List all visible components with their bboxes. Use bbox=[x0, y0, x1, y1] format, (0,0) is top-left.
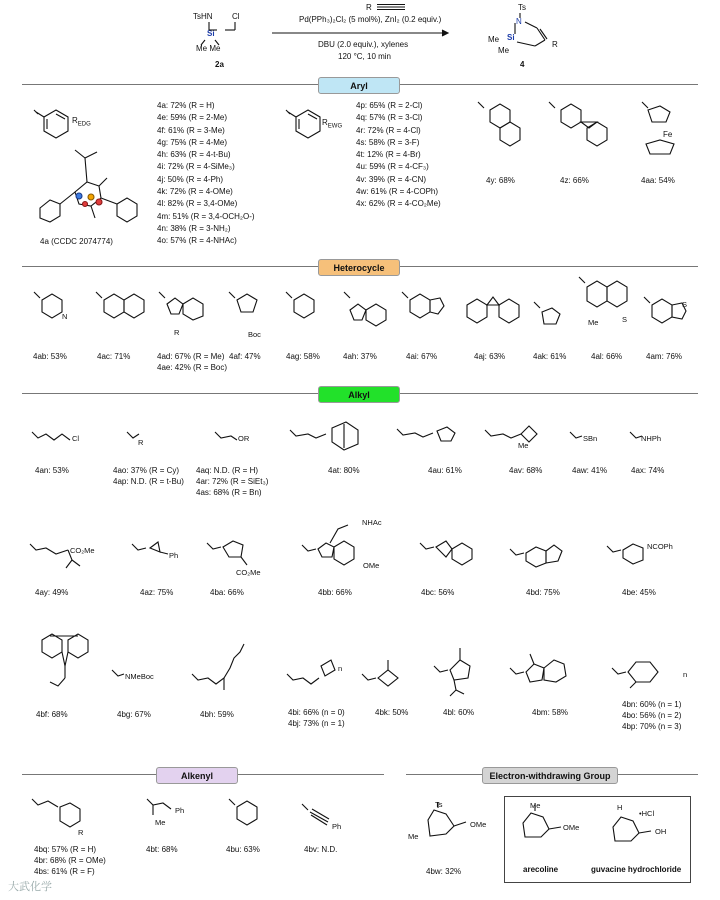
caption-4bd: 4bd: 75% bbox=[526, 588, 560, 597]
structure-4bk bbox=[360, 640, 420, 700]
structure-4aj bbox=[455, 285, 525, 345]
structure-4av bbox=[483, 418, 553, 458]
structure-4bc bbox=[418, 535, 478, 585]
yield-4v: 4v: 39% (R = 4-CN) bbox=[356, 174, 427, 184]
reaction-arrow bbox=[272, 29, 452, 37]
yield-4k: 4k: 72% (R = 4-OMe) bbox=[157, 187, 233, 197]
condition-catalyst: Pd(PPh₃)₂Cl₂ (5 mol%), ZnI₂ (0.2 equiv.) bbox=[299, 15, 442, 24]
yield-4l: 4l: 82% (R = 3,4-OMe) bbox=[157, 199, 238, 209]
structure-4bt bbox=[145, 795, 205, 835]
product-r: R bbox=[552, 40, 558, 49]
atom-r-4ao: R bbox=[138, 438, 144, 447]
caption-4am: 4am: 76% bbox=[646, 352, 683, 361]
reagent-id: 2a bbox=[215, 60, 224, 69]
caption-4be: 4be: 45% bbox=[622, 588, 656, 597]
caption-4ak: 4ak: 61% bbox=[533, 352, 567, 361]
yield-4j: 4j: 50% (R = 4-Ph) bbox=[157, 174, 224, 184]
atom-ncoph-4be: NCOPh bbox=[647, 542, 673, 551]
atom-boc-4af: Boc bbox=[248, 330, 261, 339]
atom-me-4av: Me bbox=[518, 441, 529, 450]
caption-4bl: 4bl: 60% bbox=[443, 708, 475, 717]
fluorenyl-structure bbox=[545, 100, 625, 160]
atom-me-4bw: Me bbox=[408, 832, 419, 841]
caption-4bg: 4bg: 67% bbox=[117, 710, 151, 719]
caption-4ag: 4ag: 58% bbox=[286, 352, 320, 361]
yield-4h: 4h: 63% (R = 4-t-Bu) bbox=[157, 150, 231, 160]
edg-yield-list bbox=[157, 100, 255, 248]
watermark: 大武化学 bbox=[8, 881, 52, 893]
atom-ome-arecoline: OMe bbox=[563, 823, 580, 832]
caption-4bh: 4bh: 59% bbox=[200, 710, 234, 719]
atom-or-4aq: OR bbox=[238, 434, 250, 443]
reagent-tshn: TsHN bbox=[193, 12, 213, 21]
structure-4ba bbox=[205, 535, 265, 585]
structure-4al bbox=[575, 275, 645, 345]
atom-co2me-4ay: CO₂Me bbox=[70, 546, 95, 555]
caption-4bc: 4bc: 56% bbox=[421, 588, 455, 597]
caption-4bt: 4bt: 68% bbox=[146, 845, 178, 854]
caption-4aj: 4aj: 63% bbox=[474, 352, 506, 361]
caption-4ay: 4ay: 49% bbox=[35, 588, 69, 597]
structure-4an bbox=[30, 430, 90, 450]
arecoline-label: arecoline bbox=[523, 865, 559, 874]
atom-nhph-4ax: NHPh bbox=[641, 434, 662, 443]
structure-4ad bbox=[155, 290, 215, 350]
caption-4as: 4as: 68% (R = Bn) bbox=[196, 488, 262, 497]
caption-4ai: 4ai: 67% bbox=[406, 352, 438, 361]
yield-4t: 4t: 12% (R = 4-Br) bbox=[356, 150, 421, 160]
yield-4i: 4i: 72% (R = 4-SiMe₃) bbox=[157, 162, 235, 172]
yield-4o: 4o: 57% (R = 4-NHAc) bbox=[157, 236, 237, 246]
structure-4be bbox=[605, 532, 685, 582]
structure-4ak bbox=[530, 300, 570, 340]
atom-s-4al: S bbox=[622, 315, 628, 324]
caption-4bw: 4bw: 32% bbox=[426, 867, 462, 876]
section-heterocycle: Heterocycle bbox=[318, 259, 400, 276]
reagent-me: Me Me bbox=[196, 44, 221, 53]
atom-r-4bq: R bbox=[78, 828, 84, 837]
structure-4ab bbox=[30, 290, 90, 350]
structure-4bf bbox=[30, 630, 100, 720]
alkyne-r: R bbox=[366, 3, 372, 12]
crystal-structure-image bbox=[25, 138, 145, 238]
caption-4ac: 4ac: 71% bbox=[97, 352, 131, 361]
yield-4s: 4s: 58% (R = 3-F) bbox=[356, 137, 420, 147]
caption-4bm: 4bm: 58% bbox=[532, 708, 569, 717]
product-me2: Me bbox=[498, 46, 510, 55]
atom-cl-4an: Cl bbox=[72, 434, 80, 443]
section-alkenyl: Alkenyl bbox=[156, 767, 238, 784]
ewg-r-label: $R_{EWG}$ bbox=[322, 118, 343, 130]
caption-4bi: 4bi: 66% (n = 0) bbox=[288, 708, 345, 717]
structure-4bd bbox=[508, 535, 588, 585]
caption-4ad: 4ad: 67% (R = Me) bbox=[157, 352, 225, 361]
caption-4bp: 4bp: 70% (n = 3) bbox=[622, 722, 682, 731]
structure-4am bbox=[640, 295, 710, 345]
atom-me-4bt: Me bbox=[155, 818, 166, 827]
edg-r-label: $R_{EDG}$ bbox=[72, 116, 91, 128]
atom-ph-4az: Ph bbox=[169, 551, 179, 560]
atom-s-4am: S bbox=[682, 300, 688, 309]
structure-4bi bbox=[285, 640, 365, 700]
structure-4ac bbox=[92, 290, 152, 350]
guvacine-label: guvacine hydrochloride bbox=[591, 865, 682, 874]
caption-4aw: 4aw: 41% bbox=[572, 466, 608, 475]
caption-4bq: 4bq: 57% (R = H) bbox=[34, 845, 97, 854]
structure-4af bbox=[225, 290, 275, 350]
structure-4ag bbox=[282, 290, 332, 350]
product-ring bbox=[505, 12, 555, 52]
reagent-si: Si bbox=[207, 29, 215, 38]
atom-ph-4bv: Ph bbox=[332, 822, 342, 831]
caption-4at: 4at: 80% bbox=[328, 466, 360, 475]
atom-me-arecoline: Me bbox=[530, 801, 541, 810]
yield-4u: 4u: 59% (R = 4-CF₃) bbox=[356, 162, 429, 172]
atom-co2me-4ba: CO₂Me bbox=[236, 568, 261, 577]
product-me1: Me bbox=[488, 35, 500, 44]
yield-4q: 4q: 57% (R = 3-Cl) bbox=[356, 113, 423, 123]
condition-temp: 120 °C, 10 min bbox=[338, 52, 392, 61]
caption-4af: 4af: 47% bbox=[229, 352, 261, 361]
caption-4bb: 4bb: 66% bbox=[318, 588, 352, 597]
product-n: N bbox=[516, 17, 522, 26]
yield-4r: 4r: 72% (R = 4-Cl) bbox=[356, 125, 421, 135]
fe-label: Fe bbox=[663, 130, 673, 139]
structure-4au bbox=[395, 425, 465, 455]
reagent-bonds bbox=[195, 18, 255, 58]
caption-4ap: 4ap: N.D. (R = t-Bu) bbox=[113, 477, 184, 486]
caption-4bn: 4bn: 60% (n = 1) bbox=[622, 700, 682, 709]
structure-4bh bbox=[190, 640, 270, 700]
structure-4ai bbox=[398, 290, 458, 350]
atom-ome-4bw: OMe bbox=[470, 820, 487, 829]
structure-4bu bbox=[225, 795, 275, 845]
caption-4an: 4an: 53% bbox=[35, 466, 69, 475]
atom-nmeboc-4bg: NMeBoc bbox=[125, 672, 154, 681]
atom-n-4bi: n bbox=[338, 664, 343, 673]
caption-4z: 4z: 66% bbox=[560, 176, 589, 185]
yield-4x: 4x: 62% (R = 4-CO₂Me) bbox=[356, 199, 441, 209]
atom-nhac-4bb: NHAc bbox=[362, 518, 382, 527]
caption-4bk: 4bk: 50% bbox=[375, 708, 409, 717]
atom-n-4ab: N bbox=[62, 312, 68, 321]
atom-n-4bn: n bbox=[683, 670, 688, 679]
atom-h-guvacine: H bbox=[617, 803, 623, 812]
yield-4g: 4g: 75% (R = 4-Me) bbox=[157, 137, 228, 147]
condition-base: DBU (2.0 equiv.), xylenes bbox=[318, 40, 409, 49]
structure-4bn bbox=[610, 628, 690, 698]
section-alkyl: Alkyl bbox=[318, 386, 400, 403]
caption-4ao: 4ao: 37% (R = Cy) bbox=[113, 466, 180, 475]
caption-4bo: 4bo: 56% (n = 2) bbox=[622, 711, 682, 720]
caption-4bs: 4bs: 61% (R = F) bbox=[34, 867, 95, 876]
yield-4n: 4n: 38% (R = 3-NH₂) bbox=[157, 223, 231, 233]
alkyne-bond bbox=[375, 3, 415, 13]
naphthyl-structure bbox=[474, 100, 534, 160]
atom-ts-4bw: Ts bbox=[435, 800, 443, 809]
yield-4f: 4f: 61% (R = 3-Me) bbox=[157, 125, 225, 135]
caption-4ar: 4ar: 72% (R = SiEt₃) bbox=[196, 477, 269, 486]
atom-me-4al: Me bbox=[588, 318, 599, 327]
caption-4al: 4al: 66% bbox=[591, 352, 623, 361]
caption-4bv: 4bv: N.D. bbox=[304, 845, 338, 854]
reagent-cl: Cl bbox=[232, 12, 240, 21]
caption-4au: 4au: 61% bbox=[428, 466, 462, 475]
atom-r-4ad: R bbox=[174, 328, 180, 337]
structure-4bv bbox=[298, 800, 358, 840]
atom-sbn-4aw: SBn bbox=[583, 434, 598, 443]
arecoline-structure bbox=[515, 803, 585, 863]
atom-ome-4bb: OMe bbox=[363, 561, 380, 570]
caption-4ae: 4ae: 42% (R = Boc) bbox=[157, 363, 228, 372]
ewg-yield-list bbox=[356, 100, 441, 211]
structure-4bl bbox=[432, 630, 492, 700]
product-ts: Ts bbox=[518, 3, 526, 12]
yield-4w: 4w: 61% (R = 4-COPh) bbox=[356, 187, 439, 197]
atom-oh-guvacine: OH bbox=[655, 827, 667, 836]
yield-4a: 4a: 72% (R = H) bbox=[157, 101, 215, 110]
yield-4p: 4p: 65% (R = 2-Cl) bbox=[356, 101, 423, 110]
caption-4br: 4br: 68% (R = OMe) bbox=[34, 856, 106, 865]
section-ewg: Electron-withdrawing Group bbox=[482, 767, 618, 784]
caption-4bu: 4bu: 63% bbox=[226, 845, 260, 854]
structure-4az bbox=[130, 540, 190, 580]
yield-4m: 4m: 51% (R = 3,4-OCH₂O-) bbox=[157, 211, 255, 221]
caption-4aa: 4aa: 54% bbox=[641, 176, 675, 185]
structure-4ah bbox=[340, 290, 390, 350]
caption-4ba: 4ba: 66% bbox=[210, 588, 244, 597]
caption-4y: 4y: 68% bbox=[486, 176, 515, 185]
caption-4ab: 4ab: 53% bbox=[33, 352, 67, 361]
caption-4aq: 4aq: N.D. (R = H) bbox=[196, 466, 259, 475]
caption-4av: 4av: 68% bbox=[509, 466, 543, 475]
caption-4ax: 4ax: 74% bbox=[631, 466, 665, 475]
caption-4ah: 4ah: 37% bbox=[343, 352, 377, 361]
structure-4bm bbox=[508, 628, 598, 698]
crystal-caption: 4a (CCDC 2074774) bbox=[40, 237, 113, 246]
yield-4e: 4e: 59% (R = 2-Me) bbox=[157, 113, 228, 123]
caption-4bj: 4bj: 73% (n = 1) bbox=[288, 719, 345, 728]
section-aryl: Aryl bbox=[318, 77, 400, 94]
caption-4az: 4az: 75% bbox=[140, 588, 174, 597]
structure-4at bbox=[288, 418, 378, 458]
structure-4bw bbox=[410, 800, 490, 870]
caption-4bf: 4bf: 68% bbox=[36, 710, 68, 719]
natural-products-box bbox=[504, 796, 691, 883]
product-si: Si bbox=[507, 33, 515, 42]
atom-hcl-guvacine: •HCl bbox=[639, 809, 655, 818]
atom-ph-4bt: Ph bbox=[175, 806, 185, 815]
product-id: 4 bbox=[520, 60, 525, 69]
